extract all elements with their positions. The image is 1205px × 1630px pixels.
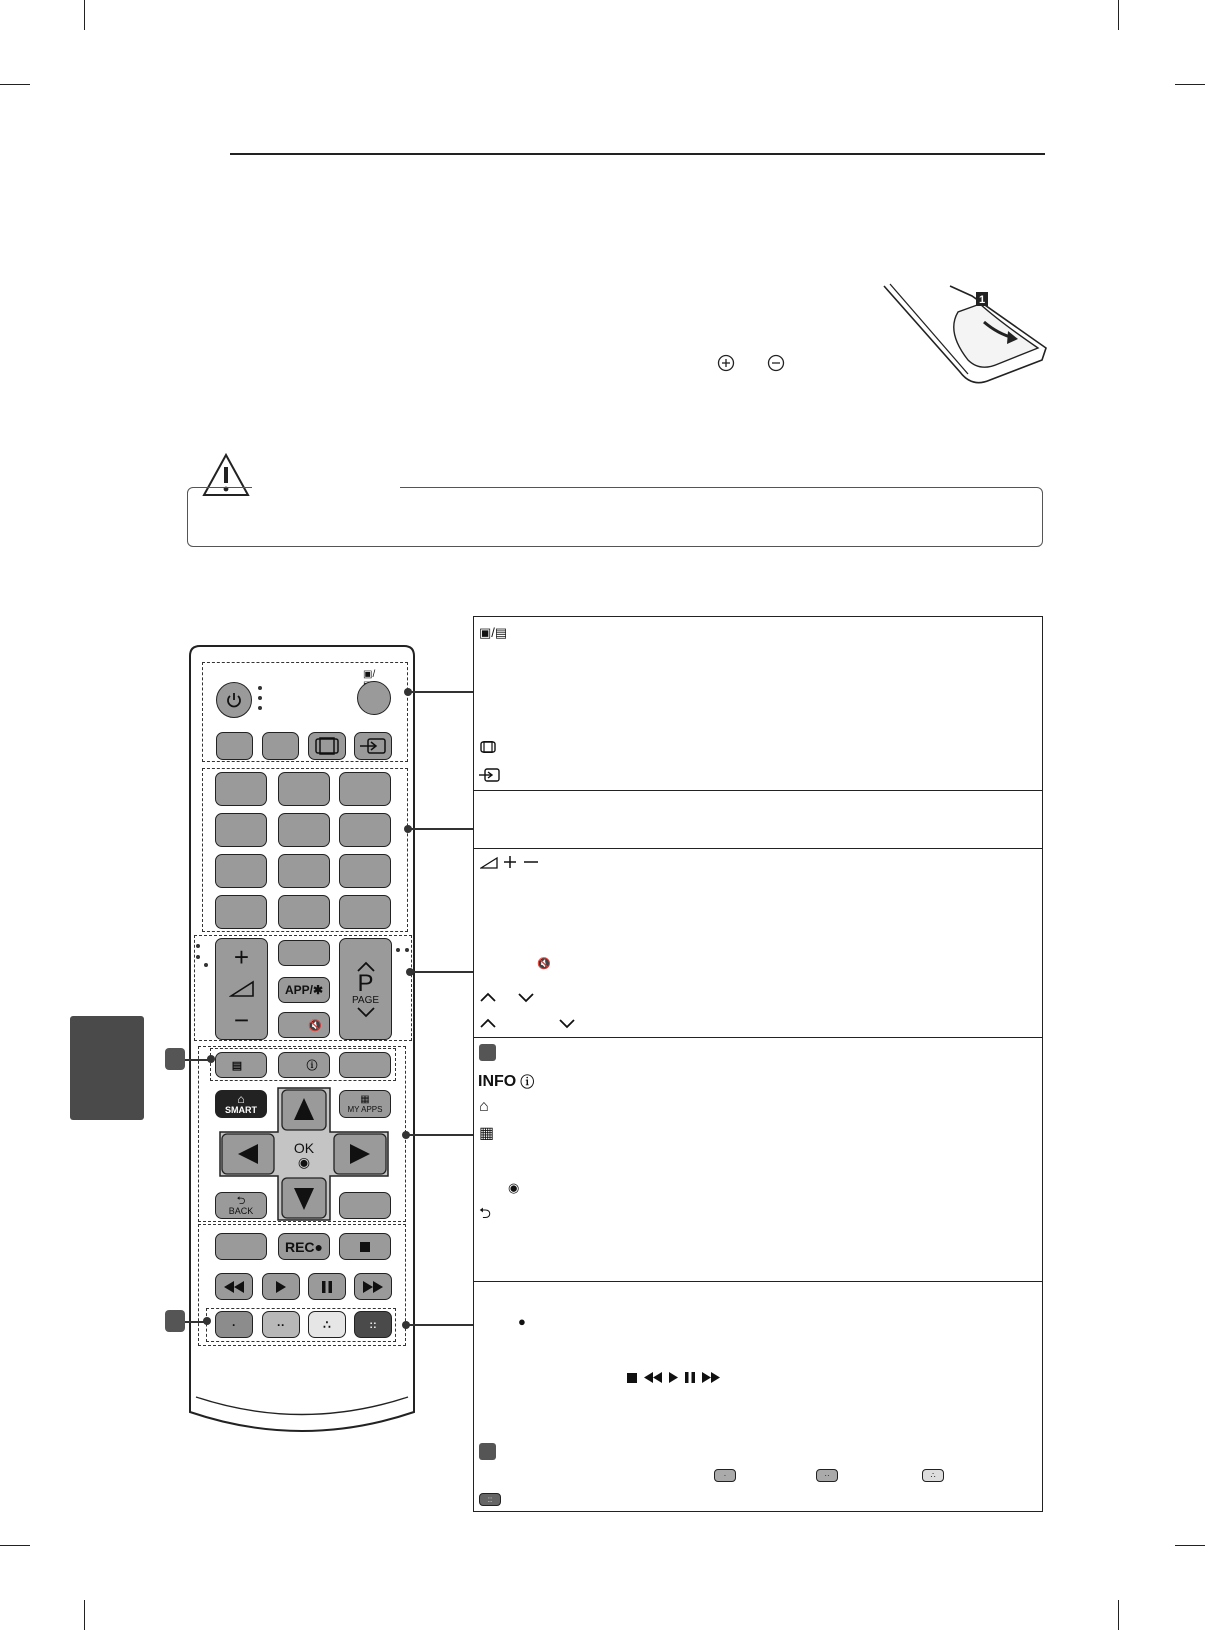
info-label: INFO: [478, 1073, 517, 1090]
braille-dot: [196, 955, 200, 959]
input-button[interactable]: [354, 732, 392, 760]
dpad-left-button[interactable]: [222, 1134, 274, 1174]
tv-radio-button[interactable]: [357, 681, 391, 715]
red-key[interactable]: ·: [215, 1311, 253, 1338]
fast-forward-button[interactable]: [354, 1273, 392, 1300]
mute-icon: 🔇: [308, 1019, 322, 1032]
pause-icon: [322, 1281, 332, 1293]
leader-line: [410, 691, 474, 693]
dpad-down-button[interactable]: [282, 1178, 326, 1218]
green-key[interactable]: ··: [262, 1311, 300, 1338]
callout-marker-1: [165, 1048, 185, 1070]
chevron-down-icon: [517, 992, 535, 1003]
panel-divider: [474, 1037, 1042, 1038]
green-key-icon: ··: [816, 1469, 838, 1482]
chevron-up-icon: [479, 1018, 497, 1029]
fast-forward-icon: [363, 1281, 383, 1293]
number-button[interactable]: [339, 854, 391, 888]
crop-mark: [0, 1545, 30, 1546]
crop-mark: [84, 1600, 85, 1630]
playback-icons: [627, 1372, 720, 1383]
volume-icon: [229, 980, 255, 998]
ok-button[interactable]: [284, 1136, 324, 1172]
battery-cover-illustration: [880, 282, 1050, 397]
number-button[interactable]: [215, 813, 267, 847]
braille-dot: [196, 944, 200, 948]
aspect-ratio-icon: [314, 737, 340, 755]
number-button[interactable]: [278, 813, 330, 847]
my-apps-label: MY APPS: [347, 1104, 383, 1114]
page-rocker[interactable]: [339, 938, 392, 1040]
panel-divider: [474, 848, 1042, 849]
number-button[interactable]: [215, 772, 267, 806]
back-icon: ⮌: [479, 1205, 492, 1222]
back-label: BACK: [228, 1205, 254, 1216]
rewind-button[interactable]: [215, 1273, 253, 1300]
svg-text:1: 1: [979, 294, 986, 306]
blue-key[interactable]: ::: [354, 1311, 392, 1338]
red-key-icon: ·: [714, 1469, 736, 1482]
stop-icon: [627, 1373, 637, 1383]
leader-line: [408, 1134, 474, 1136]
caution-box: [187, 487, 1043, 547]
fast-forward-icon: [702, 1372, 720, 1383]
ratio-button[interactable]: [308, 732, 346, 760]
crop-mark: [1175, 84, 1205, 85]
my-apps-grid-icon: ▦: [360, 1093, 370, 1105]
power-icon: [225, 691, 243, 709]
page-p-label: P: [357, 969, 374, 997]
tv-radio-icon: ▣/▤: [479, 625, 508, 640]
callout-marker-2: [479, 1443, 496, 1460]
info-icon: ⓘ: [520, 1074, 535, 1090]
aspect-ratio-icon: [480, 741, 496, 753]
app-button[interactable]: APP/✱: [278, 977, 330, 1003]
dpad-up-button[interactable]: [282, 1090, 326, 1130]
panel-divider: [474, 790, 1042, 791]
chevron-up-icon: [479, 992, 497, 1003]
leader-line: [412, 971, 474, 973]
callout-dot-2: [203, 1317, 211, 1325]
play-button[interactable]: [262, 1273, 300, 1300]
ok-label: OK: [293, 1140, 315, 1156]
crop-mark: [1175, 1545, 1205, 1546]
leader-line: [410, 828, 474, 830]
panel-divider: [474, 1281, 1042, 1282]
stop-button[interactable]: [339, 1233, 391, 1260]
chevron-down-icon: [558, 1018, 576, 1029]
back-button[interactable]: [215, 1192, 267, 1219]
home-icon: ⌂: [237, 1091, 245, 1106]
blank-nav-button[interactable]: [339, 1192, 391, 1219]
smart-label: SMART: [225, 1104, 257, 1115]
blank-center-button[interactable]: [278, 940, 330, 966]
yellow-key-icon: ∴: [922, 1469, 944, 1482]
header-rule: [230, 153, 1045, 155]
plus-circle-icon: [717, 354, 735, 372]
callout-marker-2: [165, 1310, 185, 1332]
input-icon: [478, 768, 500, 782]
braille-dot: [396, 948, 400, 952]
power-button[interactable]: [216, 682, 252, 718]
input-icon: [359, 737, 387, 755]
blue-key-icon: ::: [479, 1493, 501, 1506]
record-dot-icon: ●: [518, 1314, 526, 1329]
play-icon: [669, 1372, 678, 1383]
blank-button-1[interactable]: [216, 732, 253, 760]
info-button[interactable]: [278, 1052, 330, 1078]
blank-button-2[interactable]: [262, 732, 299, 760]
pause-button[interactable]: [308, 1273, 346, 1300]
number-button[interactable]: [339, 772, 391, 806]
text-button[interactable]: [215, 1052, 267, 1078]
crop-mark: [1118, 0, 1119, 30]
chevron-down-icon: [356, 1006, 376, 1018]
crop-mark: [0, 84, 30, 85]
dpad-right-button[interactable]: [334, 1134, 386, 1174]
stop-icon: [360, 1242, 370, 1252]
crop-mark: [84, 0, 85, 30]
braille-dot: [405, 948, 409, 952]
description-panel: [473, 616, 1043, 1512]
braille-dot: [204, 963, 208, 967]
number-button[interactable]: [215, 854, 267, 888]
power-dots: [258, 686, 264, 716]
side-tab: [70, 1016, 144, 1120]
minus-circle-icon: [767, 354, 785, 372]
rewind-icon: [644, 1372, 662, 1383]
volume-down-icon: −: [233, 1004, 250, 1035]
back-icon: ⮌: [236, 1194, 246, 1207]
mute-icon: 🔇: [537, 958, 551, 970]
home-icon: ⌂: [479, 1098, 489, 1115]
mute-button[interactable]: [278, 1012, 330, 1038]
blank-right-button[interactable]: [339, 1052, 391, 1078]
tv-radio-icon: ▣/: [363, 669, 376, 680]
number-button[interactable]: [278, 854, 330, 888]
blank-play-button[interactable]: [215, 1233, 267, 1260]
play-icon: [276, 1281, 286, 1293]
callout-dot-1: [207, 1055, 215, 1063]
number-button[interactable]: [339, 813, 391, 847]
leader-line: [408, 1324, 474, 1326]
page-label: PAGE: [351, 994, 380, 1006]
number-button[interactable]: [278, 895, 330, 929]
pause-icon: [685, 1372, 695, 1383]
volume-rocker[interactable]: [215, 938, 268, 1040]
info-icon: ⓘ: [306, 1060, 318, 1072]
yellow-key[interactable]: ∴: [308, 1311, 346, 1338]
info-row: [478, 1072, 534, 1092]
volume-icon: [480, 855, 542, 869]
ok-wheel-icon: ◉: [297, 1154, 311, 1170]
rewind-icon: [224, 1281, 244, 1293]
number-button[interactable]: [215, 895, 267, 929]
crop-mark: [1118, 1600, 1119, 1630]
ok-wheel-icon: ◉: [508, 1180, 520, 1195]
number-button[interactable]: [278, 772, 330, 806]
caution-box-gap: [252, 484, 400, 490]
my-apps-grid-icon: ▦: [479, 1125, 495, 1142]
volume-up-icon: +: [233, 942, 250, 973]
teletext-icon: ▤: [231, 1059, 243, 1072]
number-button[interactable]: [339, 895, 391, 929]
rec-button[interactable]: REC●: [278, 1233, 330, 1260]
callout-marker-1: [479, 1044, 496, 1061]
